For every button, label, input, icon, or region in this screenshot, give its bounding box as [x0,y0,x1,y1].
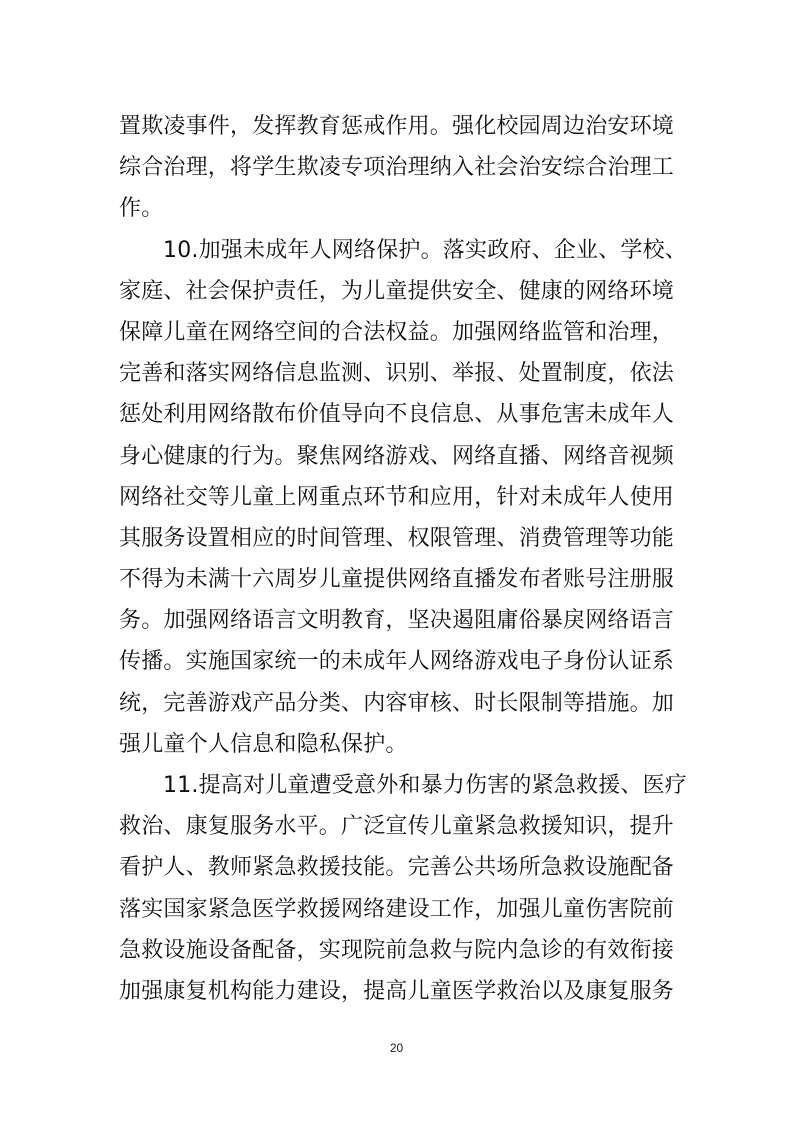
text-line: 身心健康的行为。聚焦网络游戏、网络直播、网络音视频 [119,443,675,469]
text-line: 惩处利用网络散布价值导向不良信息、从事危害未成年人 [119,402,675,428]
text-line: 强儿童个人信息和隐私保护。 [119,731,408,757]
page-number: 20 [389,1041,404,1055]
text-line: 传播。实施国家统一的未成年人网络游戏电子身份认证系 [119,649,675,675]
text-line: 加强康复机构能力建设，提高儿童医学救治以及康复服务 [119,978,675,1004]
body-text [119,106,687,1012]
text-line: 完善和落实网络信息监测、识别、举报、处置制度，依法 [119,361,675,387]
text-line: 保障儿童在网络空间的合法权益。加强网络监管和治理， [119,319,675,345]
text-line: 务。加强网络语言文明教育，坚决遏阻庸俗暴戾网络语言 [119,608,675,634]
text-line: 家庭、社会保护责任，为儿童提供安全、健康的网络环境 [119,278,675,304]
text-line: 置欺凌事件，发挥教育惩戒作用。强化校园周边治安环境 [119,114,675,139]
text-line: 看护人、教师紧急救援技能。完善公共场所急救设施配备 [119,855,675,881]
text-line: 救治、康复服务水平。广泛宣传儿童紧急救援知识，提升 [119,814,675,840]
text-line: 统，完善游戏产品分类、内容审核、时长限制等措施。加 [119,690,675,716]
text-line: 网络社交等儿童上网重点环节和应用，针对未成年人使用 [119,484,675,510]
text-line: 落实国家紧急医学救援网络建设工作，加强儿童伤害院前 [119,896,675,922]
section-11-heading-line: 11.提高对儿童遭受意外和暴力伤害的紧急救援、医疗 [163,773,687,798]
section-10-heading-line: 10.加强未成年人网络保护。落实政府、企业、学校、 [163,237,687,263]
text-line: 其服务设置相应的时间管理、权限管理、消费管理等功能 [119,525,675,551]
text-line: 作。 [119,196,164,222]
text-line: 急救设施设备配备，实现院前急救与院内急诊的有效衔接 [119,937,675,963]
text-line: 综合治理，将学生欺凌专项治理纳入社会治安综合治理工 [119,155,675,181]
text-line: 不得为未满十六周岁儿童提供网络直播发布者账号注册服 [119,567,675,593]
